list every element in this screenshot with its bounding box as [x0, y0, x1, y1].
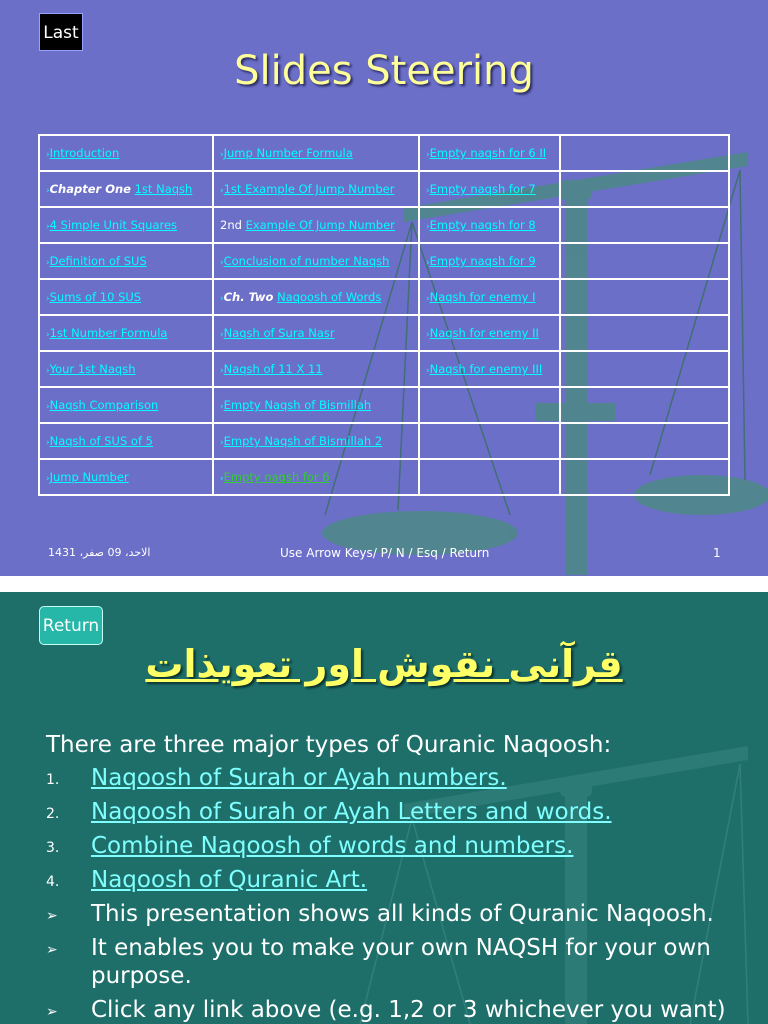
- table-row: [39, 135, 729, 171]
- table-cell-empty: [560, 135, 729, 171]
- table-cell: [39, 387, 213, 423]
- table-cell: [39, 459, 213, 495]
- bullet-icon: ›: [46, 150, 50, 160]
- table-cell-empty: [560, 315, 729, 351]
- table-cell: [39, 207, 213, 243]
- table-cell: [419, 171, 560, 207]
- table-cell: [39, 135, 213, 171]
- table-cell: [213, 423, 419, 459]
- bullet-icon: ›: [220, 438, 224, 448]
- numbered-item: [46, 832, 746, 860]
- table-cell: [419, 459, 560, 495]
- slide-link[interactable]: Empty naqsh for 6: [223, 470, 330, 484]
- ordinal-label: 2nd: [220, 218, 242, 232]
- table-cell: [419, 279, 560, 315]
- bullet-icon: ›: [46, 402, 50, 412]
- table-cell-empty: [560, 171, 729, 207]
- slide-link[interactable]: Naqsh for enemy I: [429, 290, 536, 304]
- return-button[interactable]: Return: [39, 606, 103, 645]
- bullet-item: [46, 934, 746, 990]
- table-row: [39, 351, 729, 387]
- slide-link[interactable]: Naqsh of SUS of 5: [49, 434, 153, 448]
- slide-link[interactable]: Conclusion of number Naqsh: [223, 254, 390, 268]
- urdu-title: [0, 642, 768, 686]
- bullet-text: This presentation shows all kinds of Quranic Naqoosh.: [91, 901, 714, 927]
- slide-title: Slides Steering: [234, 48, 534, 94]
- slide-link[interactable]: Naqsh for enemy II: [429, 326, 539, 340]
- table-cell: [39, 243, 213, 279]
- chapter-label: Chapter One: [49, 182, 131, 196]
- last-slide-button[interactable]: Last: [39, 13, 83, 51]
- bullet-icon: ›: [46, 330, 50, 340]
- slide-link[interactable]: Empty Naqsh of Bismillah: [223, 398, 372, 412]
- naqoosh-type-link[interactable]: Naqoosh of Surah or Ayah Letters and words.: [91, 799, 612, 825]
- bullet-icon: ›: [46, 258, 50, 268]
- table-cell-empty: [560, 243, 729, 279]
- slide-link[interactable]: 1st Naqsh: [134, 182, 193, 196]
- bullet-icon: ›: [220, 366, 224, 376]
- slide-link[interactable]: Empty naqsh for 9: [429, 254, 536, 268]
- slide-intro: [0, 592, 768, 1024]
- naqoosh-list: [46, 764, 746, 1024]
- table-cell: [213, 243, 419, 279]
- slide-link[interactable]: Sums of 10 SUS: [49, 290, 142, 304]
- naqoosh-type-link[interactable]: Naqoosh of Surah or Ayah numbers.: [91, 765, 507, 791]
- table-cell: [419, 315, 560, 351]
- slide-link[interactable]: Jump Number Formula: [223, 146, 353, 160]
- table-cell-empty: [560, 351, 729, 387]
- slide-link[interactable]: Empty naqsh for 7: [429, 182, 536, 196]
- numbered-item: [46, 866, 746, 894]
- numbered-item: [46, 764, 746, 792]
- slide-link[interactable]: Naqsh of Sura Nasr: [223, 326, 335, 340]
- table-cell: [419, 387, 560, 423]
- numbered-item: [46, 798, 746, 826]
- bullet-icon: ›: [220, 258, 224, 268]
- slide-link[interactable]: Empty Naqsh of Bismillah 2: [223, 434, 383, 448]
- list-number: 1.: [46, 772, 60, 788]
- table-cell-empty: [560, 423, 729, 459]
- table-cell: [213, 459, 419, 495]
- footer-date: الاحد، 09 صفر، 1431: [48, 546, 151, 559]
- table-row: [39, 387, 729, 423]
- table-cell: [39, 351, 213, 387]
- slide-link[interactable]: Naqoosh of Words: [277, 290, 382, 304]
- table-cell: [213, 387, 419, 423]
- naqoosh-type-link[interactable]: Naqoosh of Quranic Art.: [91, 867, 368, 893]
- bullet-icon: ›: [46, 294, 50, 304]
- table-cell: [213, 279, 419, 315]
- naqoosh-type-link[interactable]: Combine Naqoosh of words and numbers.: [91, 833, 574, 859]
- bullet-icon: ›: [426, 258, 430, 268]
- slide-number: 1: [713, 546, 721, 560]
- table-row: [39, 459, 729, 495]
- table-row: [39, 243, 729, 279]
- slide-link[interactable]: 4 Simple Unit Squares: [49, 218, 178, 232]
- table-cell-empty: [560, 207, 729, 243]
- table-cell: [419, 243, 560, 279]
- bullet-icon: ›: [46, 366, 50, 376]
- bullet-text: Click any link above (e.g. 1,2 or 3 whichever you want): [91, 997, 726, 1023]
- bullet-icon: ›: [426, 150, 430, 160]
- table-row: [39, 279, 729, 315]
- list-number: 4.: [46, 874, 60, 890]
- urdu-title-text: قرآنی نقوش اور تعویذات: [145, 642, 623, 686]
- arrow-bullet-icon: ➢: [46, 942, 58, 958]
- footer-navigation-hint: Use Arrow Keys/ P/ N / Esq / Return: [280, 546, 490, 560]
- bullet-icon: ›: [46, 474, 50, 484]
- slides-link-table: [38, 134, 730, 496]
- slide-link[interactable]: 1st Number Formula: [49, 326, 168, 340]
- bullet-text: It enables you to make your own NAQSH for your own purpose.: [91, 935, 711, 989]
- bullet-icon: ›: [46, 186, 50, 196]
- chapter-label: Ch. Two: [223, 290, 274, 304]
- slide-link[interactable]: Naqsh Comparison: [49, 398, 159, 412]
- bullet-icon: ›: [220, 186, 224, 196]
- bullet-icon: ›: [426, 294, 430, 304]
- bullet-icon: ›: [426, 366, 430, 376]
- slide-link[interactable]: 1st Example Of Jump Number: [223, 182, 395, 196]
- slide-link[interactable]: Empty naqsh for 6 II: [429, 146, 547, 160]
- table-cell-empty: [560, 387, 729, 423]
- table-cell: [39, 423, 213, 459]
- slide-link[interactable]: Example Of Jump Number: [245, 218, 395, 232]
- slide-link[interactable]: Definition of SUS: [49, 254, 147, 268]
- slide-link[interactable]: Jump Number: [49, 470, 129, 484]
- arrow-bullet-icon: ➢: [46, 1004, 58, 1020]
- list-number: 3.: [46, 840, 60, 856]
- bullet-icon: ›: [426, 330, 430, 340]
- slide-link[interactable]: Naqsh of 11 X 11: [223, 362, 323, 376]
- slide-link[interactable]: Your 1st Naqsh: [49, 362, 136, 376]
- table-cell: [419, 135, 560, 171]
- table-row: [39, 423, 729, 459]
- table-row: [39, 171, 729, 207]
- bullet-icon: ›: [220, 294, 224, 304]
- slide-link[interactable]: Empty naqsh for 8: [429, 218, 536, 232]
- bullet-icon: ›: [426, 186, 430, 196]
- bullet-icon: ›: [46, 222, 50, 232]
- table-cell: [419, 207, 560, 243]
- table-cell: [39, 171, 213, 207]
- table-cell: [213, 315, 419, 351]
- list-number: 2.: [46, 806, 60, 822]
- table-cell: [213, 171, 419, 207]
- table-cell: [213, 135, 419, 171]
- table-row: [39, 207, 729, 243]
- table-cell-empty: [560, 459, 729, 495]
- bullet-icon: ›: [220, 330, 224, 340]
- arrow-bullet-icon: ➢: [46, 908, 58, 924]
- bullet-icon: ›: [220, 150, 224, 160]
- bullet-icon: ›: [220, 402, 224, 412]
- table-row: [39, 315, 729, 351]
- table-cell: [213, 207, 419, 243]
- table-cell: [213, 351, 419, 387]
- slide-link[interactable]: Introduction: [49, 146, 120, 160]
- bullet-item: [46, 900, 746, 928]
- slide-link[interactable]: Naqsh for enemy III: [429, 362, 543, 376]
- table-cell: [39, 315, 213, 351]
- intro-text: There are three major types of Quranic Naqoosh:: [46, 732, 612, 758]
- table-cell: [419, 351, 560, 387]
- bullet-icon: ›: [46, 438, 50, 448]
- bullet-icon: ›: [426, 222, 430, 232]
- table-cell: [39, 279, 213, 315]
- table-cell-empty: [560, 279, 729, 315]
- table-cell: [419, 423, 560, 459]
- bullet-icon: ›: [220, 474, 224, 484]
- bullet-item: [46, 996, 746, 1024]
